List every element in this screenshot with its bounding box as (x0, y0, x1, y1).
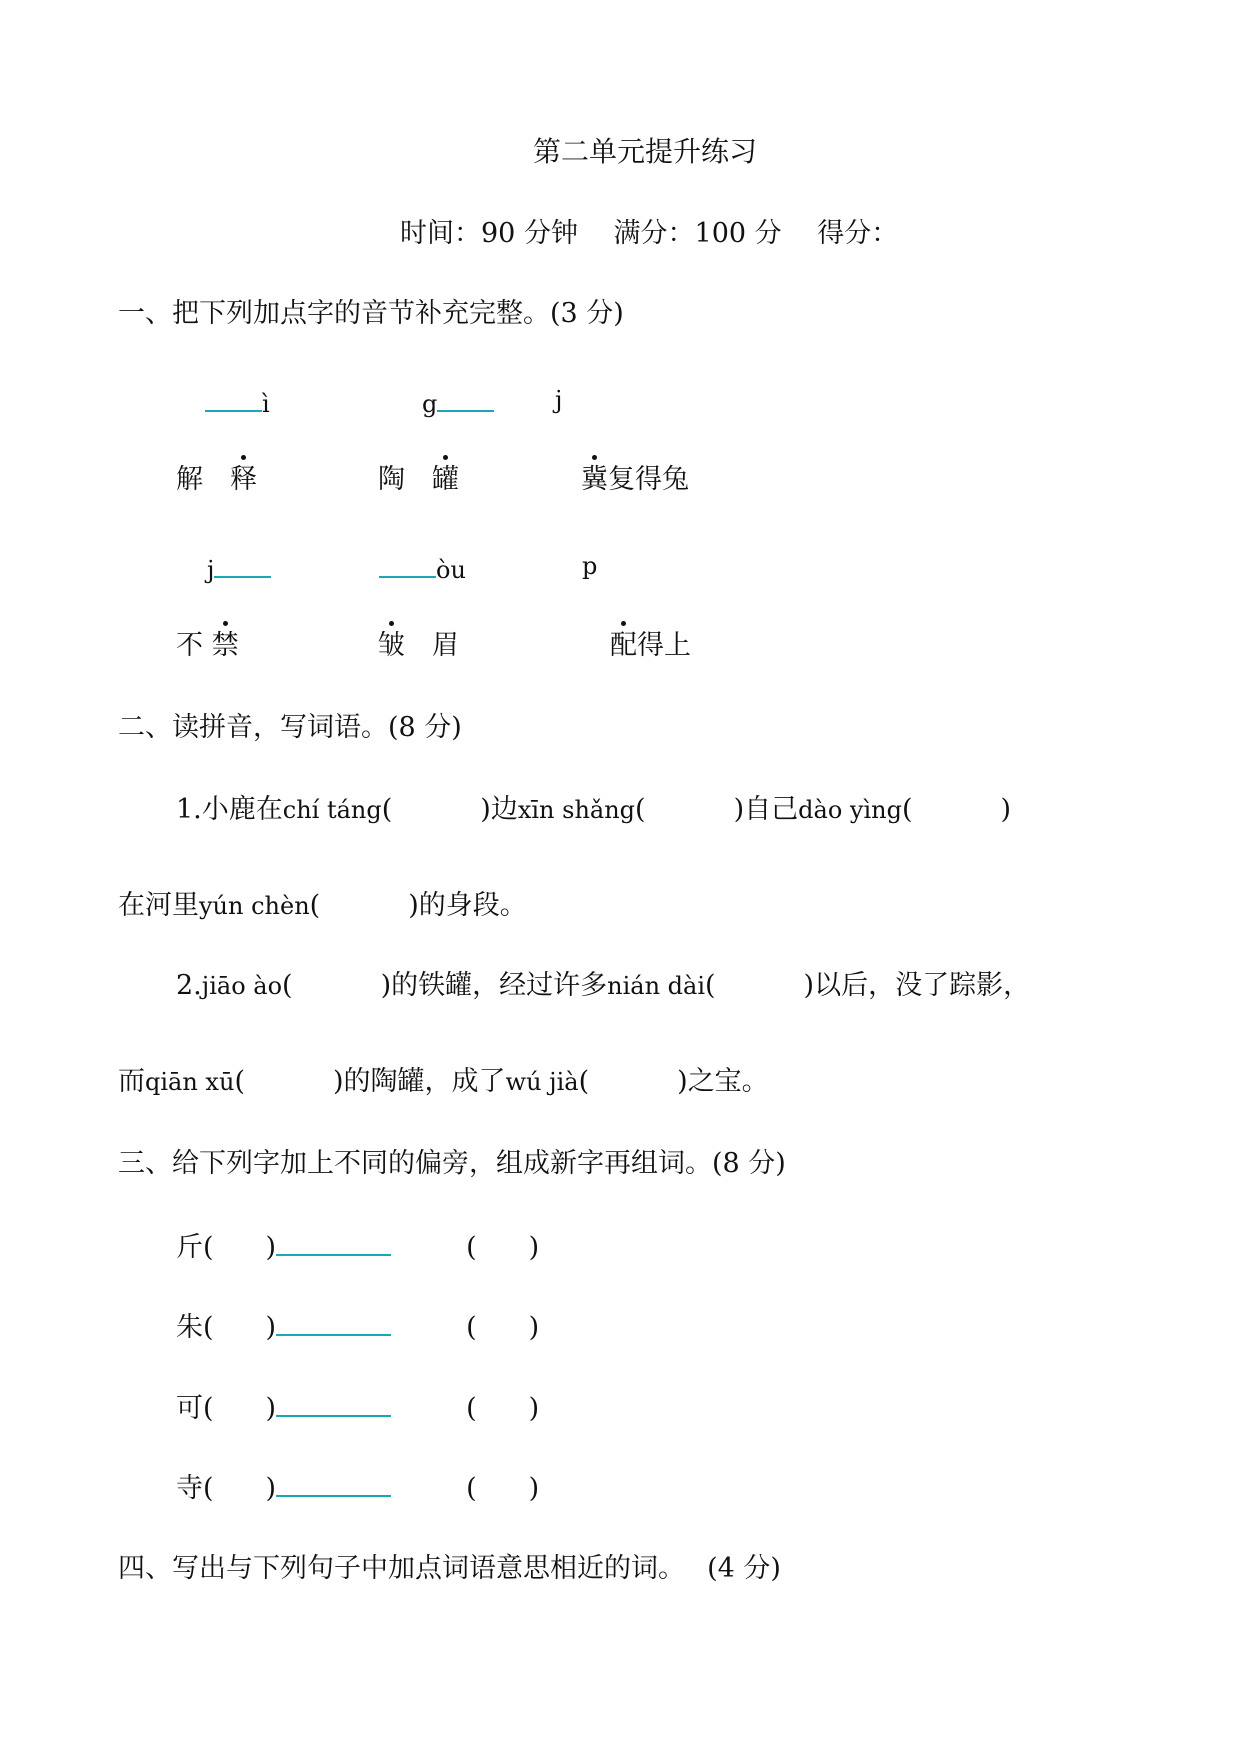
pinyin-hint: g (422, 390, 438, 418)
dotted-char: 罐 (432, 464, 459, 495)
word-blank[interactable] (276, 1312, 391, 1336)
section-3-heading: 三、给下列字加上不同的偏旁，组成新字再组词。(8 分) (118, 1148, 786, 1179)
word-text: 陶 (378, 464, 432, 495)
radical-row: 可( ) ( ) (176, 1393, 540, 1424)
pinyin-item-1 (205, 388, 270, 416)
sentence-text: 在河里 (118, 890, 199, 921)
section-1-heading: 一、把下列加点字的音节补充完整。(3 分) (118, 298, 624, 329)
dotted-char: 禁 (211, 630, 239, 661)
sentence-text: 边 (490, 794, 518, 825)
word-jifudetu (581, 466, 689, 493)
word-text: 眉 (405, 630, 459, 661)
pinyin-hint: ì (262, 390, 270, 418)
pinyin-hint: j (207, 556, 215, 584)
dotted-char: 配 (610, 630, 637, 661)
base-char: 寺 (176, 1473, 203, 1504)
radical-row: 寺( ) ( ) (176, 1473, 540, 1504)
pinyin-prompt: xīn shǎng (517, 796, 636, 824)
sentence-text: 1.小鹿在 (176, 794, 283, 825)
pinyin-prompt: chí táng (282, 796, 382, 824)
pinyin-hint: òu (436, 556, 466, 584)
sentence-text: 而 (118, 1066, 145, 1097)
question-2-2-line1: 2.jiāo ào( )的铁罐，经过许多nián dài( )以后，没了踪影， (176, 970, 1031, 1001)
section-4-heading: 四、写出与下列句子中加点词语意思相近的词。 (4 分) (118, 1553, 781, 1584)
question-2-2-line2: 而qiān xū( )的陶罐，成了wú jià( )之宝。 (118, 1066, 769, 1097)
pinyin-item-3 (555, 388, 562, 412)
pinyin-item-4 (207, 554, 271, 582)
word-peideshang (610, 632, 691, 659)
sentence-text: 自己 (744, 794, 799, 825)
answer-blank[interactable] (437, 388, 494, 412)
sentence-text: 2. (176, 970, 202, 1001)
word-text: 复得兔 (608, 464, 689, 495)
answer-blank[interactable] (214, 554, 271, 578)
question-2-1-line1: 1.小鹿在chí táng( )边xīn shǎng( )自己dào yìng( ) (176, 794, 1012, 825)
pinyin-hint: j (555, 386, 563, 414)
pinyin-item-2 (422, 388, 494, 416)
pinyin-prompt: wú jià (505, 1068, 579, 1096)
answer-blank[interactable] (379, 554, 436, 578)
word-bujin (176, 632, 239, 659)
answer-blank[interactable] (205, 388, 262, 412)
pinyin-item-5 (379, 554, 466, 582)
base-char: 可 (176, 1393, 203, 1424)
pinyin-prompt: yún chèn (199, 892, 310, 920)
sentence-text: 的陶罐，成了 (343, 1066, 506, 1097)
radical-row: 斤( ) ( ) (176, 1232, 540, 1263)
word-jieshi (176, 466, 257, 493)
word-blank[interactable] (276, 1393, 391, 1417)
sentence-text: 以后，没了踪影， (814, 970, 1031, 1001)
pinyin-prompt: nián dài (607, 972, 705, 1000)
word-blank[interactable] (276, 1232, 391, 1256)
word-blank[interactable] (276, 1473, 391, 1497)
word-taoguan (378, 466, 459, 493)
pinyin-prompt: qiān xū (145, 1068, 235, 1096)
dotted-char: 冀 (581, 464, 608, 495)
word-text: 不 (176, 630, 212, 661)
question-2-1-line2: 在河里yún chèn( )的身段。 (118, 890, 527, 921)
base-char: 朱 (176, 1312, 203, 1343)
section-2-heading: 二、读拼音，写词语。(8 分) (118, 712, 462, 743)
base-char: 斤 (176, 1232, 203, 1263)
radical-row: 朱( ) ( ) (176, 1312, 540, 1343)
dotted-char: 释 (230, 464, 257, 495)
sentence-text: 的身段。 (418, 890, 527, 921)
word-zhoumei (378, 632, 459, 659)
dotted-char: 皱 (378, 630, 405, 661)
pinyin-prompt: dào yìng (798, 796, 902, 824)
word-text: 得上 (637, 630, 691, 661)
sentence-text: 的铁罐，经过许多 (391, 970, 608, 1001)
page-title: 第二单元提升练习 (533, 135, 758, 168)
word-text: 解 (176, 464, 230, 495)
exam-info: 时间：90 分钟 满分：100 分 得分： (400, 218, 899, 249)
pinyin-prompt: jiāo ào (201, 972, 283, 1000)
pinyin-hint: p (582, 552, 598, 580)
sentence-text: 之宝。 (687, 1066, 769, 1097)
pinyin-item-6 (582, 554, 597, 578)
